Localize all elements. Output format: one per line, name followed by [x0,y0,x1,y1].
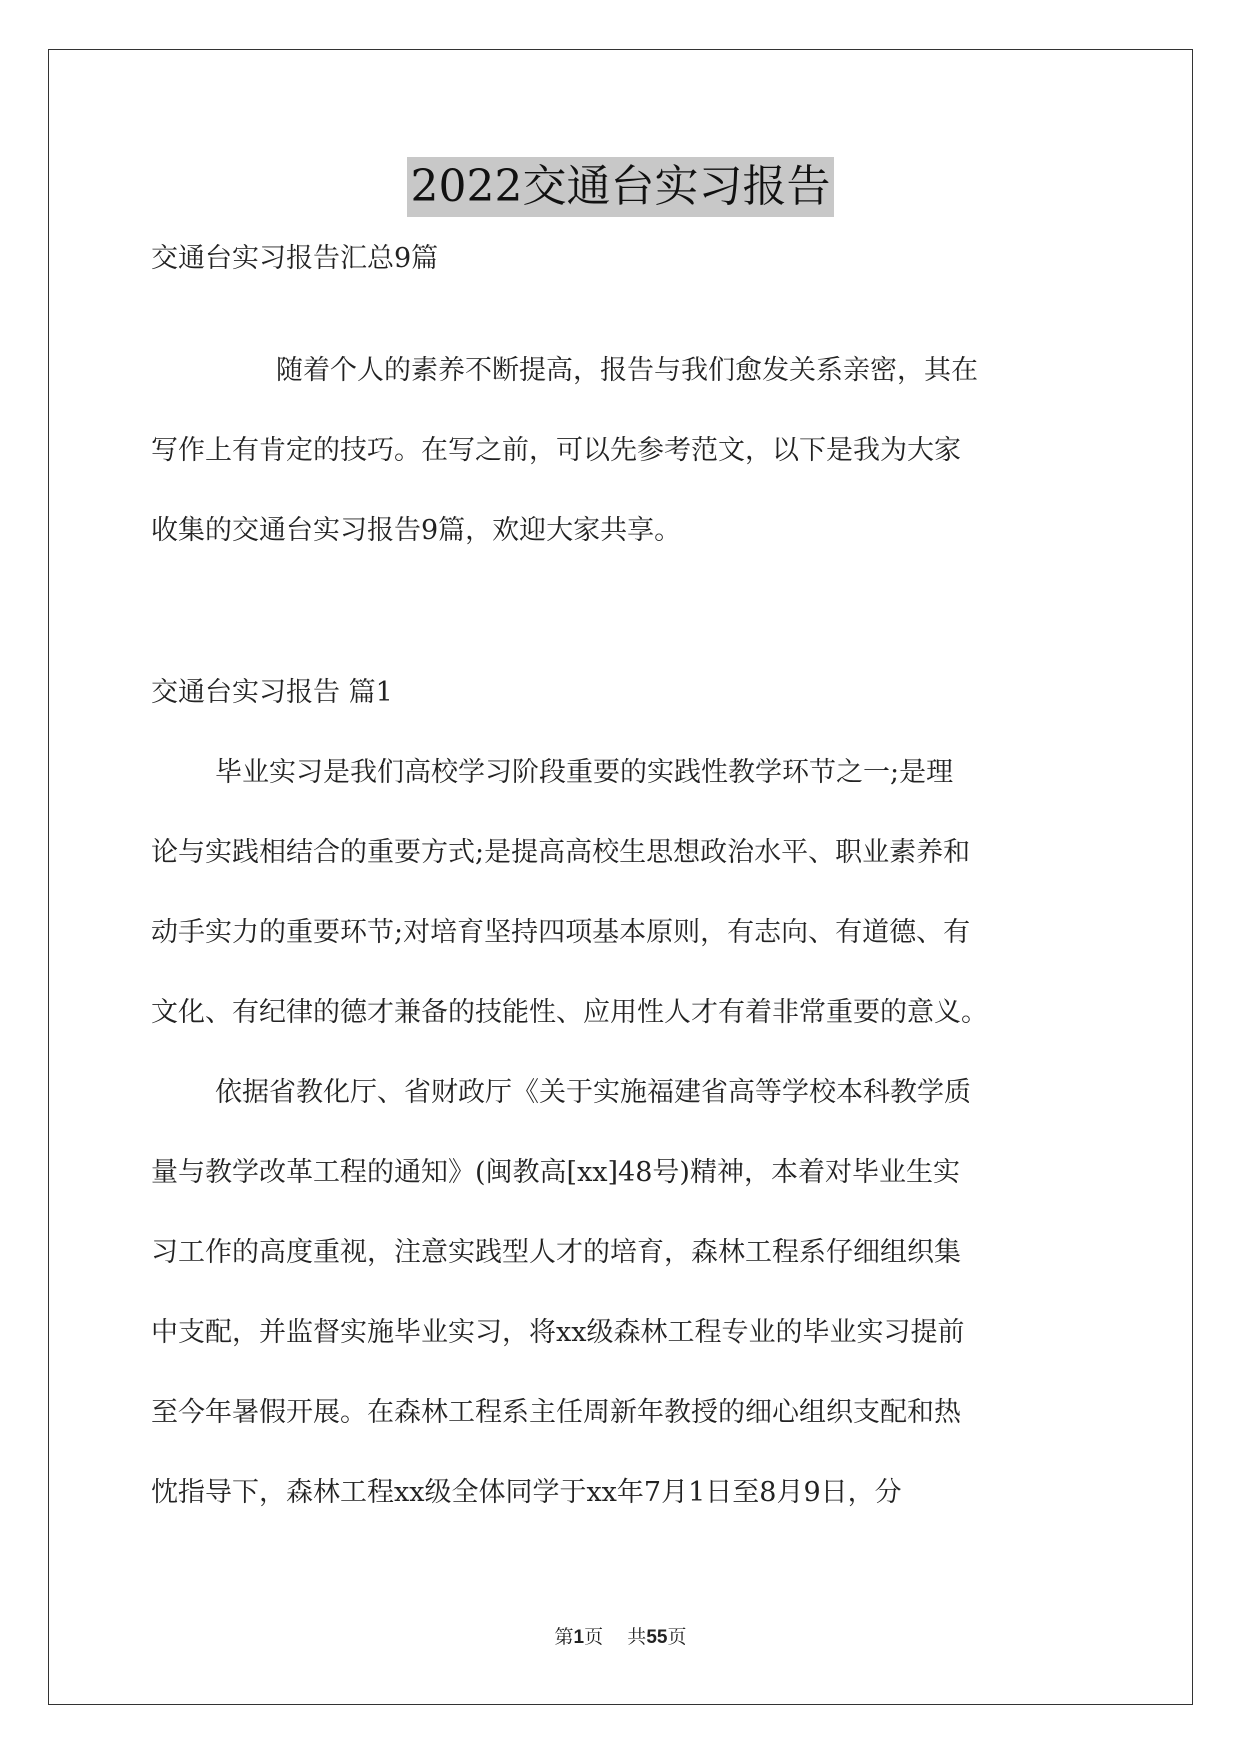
document-title: 2022交通台实习报告 [407,157,835,217]
page-prefix: 第 [554,1626,574,1648]
paragraph-line: 中支配，并监督实施毕业实习，将xx级森林工程专业的毕业实习提前 [151,1317,965,1348]
paragraph-line: 量与教学改革工程的通知》(闽教高[xx]48号)精神，本着对毕业生实 [151,1157,960,1188]
document-subtitle: 交通台实习报告汇总9篇 [151,243,439,274]
intro-line: 随着个人的素养不断提高，报告与我们愈发关系亲密，其在 [276,355,978,386]
total-suffix: 页 [667,1626,687,1648]
paragraph-line: 动手实力的重要环节;对培育坚持四项基本原则，有志向、有道德、有 [151,917,971,948]
total-prefix: 共 [627,1626,647,1648]
paragraph-line: 依据省教化厅、省财政厅《关于实施福建省高等学校本科教学质 [215,1077,971,1108]
title-container [0,157,1241,217]
intro-line: 写作上有肯定的技巧。在写之前，可以先参考范文，以下是我为大家 [151,435,961,466]
page-number: 1 [573,1627,585,1648]
page-suffix: 页 [584,1626,604,1648]
paragraph-line: 文化、有纪律的德才兼备的技能性、应用性人才有着非常重要的意义。 [151,997,988,1028]
intro-line: 收集的交通台实习报告9篇，欢迎大家共享。 [151,515,682,546]
paragraph-line: 至今年暑假开展。在森林工程系主任周新年教授的细心组织支配和热 [151,1397,961,1428]
page-border [48,49,1193,1705]
paragraph-line: 习工作的高度重视，注意实践型人才的培育，森林工程系仔细组织集 [151,1237,961,1268]
total-pages: 55 [646,1627,668,1648]
paragraph-line: 毕业实习是我们高校学习阶段重要的实践性教学环节之一;是理 [215,757,954,788]
paragraph-line: 忱指导下，森林工程xx级全体同学于xx年7月1日至8月9日，分 [151,1477,902,1508]
paragraph-line: 论与实践相结合的重要方式;是提高高校生思想政治水平、职业素养和 [151,837,971,868]
section-heading: 交通台实习报告 篇1 [151,677,393,708]
page-footer [0,1625,1241,1650]
